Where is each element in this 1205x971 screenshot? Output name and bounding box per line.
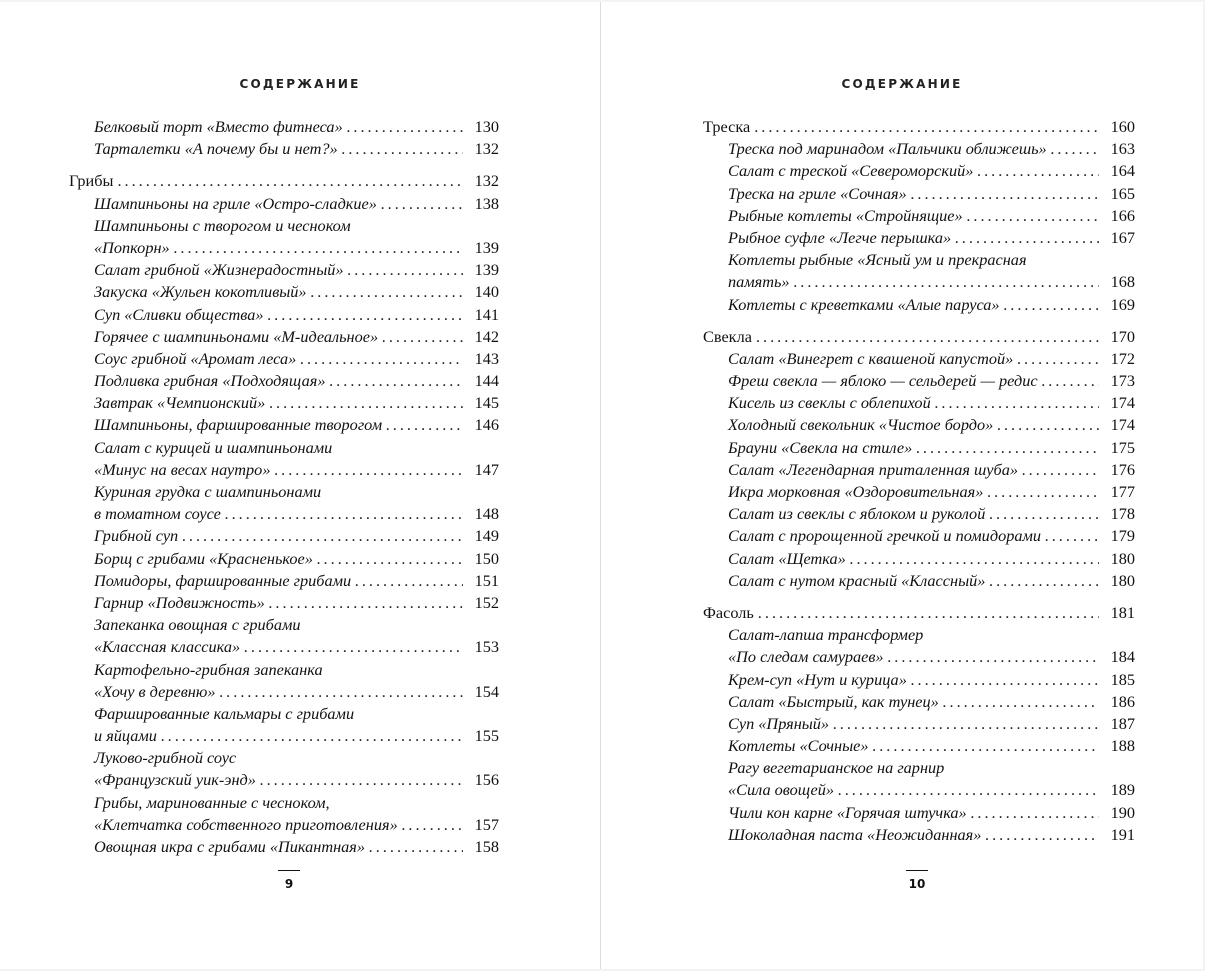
toc-entry-first-line: Рагу вегетарианское на гарнир — [728, 758, 945, 778]
toc-entry: Рыбное суфле «Легче перышка» ..... 167 — [703, 227, 1135, 249]
table-of-contents — [703, 116, 1135, 846]
toc-entry: Шампиньоны на гриле «Остро-сладкие» ..... 138 — [69, 193, 499, 215]
toc-entry: «Минус на весах наутро» ..... 147 — [69, 459, 499, 481]
toc-entry-first-line: Шампиньоны с творогом и чесноком — [94, 215, 351, 235]
toc-entry: Треска на гриле «Сочная» ..... 165 — [703, 183, 1135, 205]
toc-entry: Салат «Легендарная приталенная шуба» ..... 176 — [703, 459, 1135, 481]
toc-entry: Подливка грибная «Подходящая» ..... 144 — [69, 370, 499, 392]
toc-entry: Тарталетки «А почему бы и нет?» ..... 132 — [69, 138, 499, 160]
toc-entry: Фреш свекла — яблоко — сельдерей — редис ..... 173 — [703, 370, 1135, 392]
table-of-contents — [69, 116, 499, 858]
toc-category: Фасоль ..... 181 — [703, 602, 1135, 624]
page-number-rule — [278, 870, 300, 871]
toc-entry: и яйцами ..... 155 — [69, 725, 499, 747]
toc-entry: Завтрак «Чемпионский» ..... 145 — [69, 392, 499, 414]
toc-entry: «Клетчатка собственного приготовления» ..... 157 — [69, 814, 499, 836]
toc-entry-first-line: Фаршированные кальмары с грибами — [94, 703, 355, 723]
toc-entry: «По следам самураев» ..... 184 — [703, 646, 1135, 668]
toc-category: Грибы ..... 132 — [69, 170, 499, 192]
toc-entry-first-line: Котлеты рыбные «Ясный ум и прекрасная — [728, 250, 1027, 270]
toc-entry: Салат «Быстрый, как тунец» ..... 186 — [703, 691, 1135, 713]
toc-entry: Чили кон карне «Горячая штучка» ..... 190 — [703, 802, 1135, 824]
page-number: 9 — [0, 870, 589, 891]
toc-entry: Салат с нутом красный «Классный» ..... 180 — [703, 570, 1135, 592]
toc-entry: Шампиньоны, фаршированные творогом ..... 146 — [69, 414, 499, 436]
left-page — [0, 2, 600, 969]
toc-entry: Борщ с грибами «Красненькое» ..... 150 — [69, 548, 499, 570]
toc-entry: Соус грибной «Аромат леса» ..... 143 — [69, 348, 499, 370]
toc-entry: Суп «Сливки общества» ..... 141 — [69, 304, 499, 326]
page-number: 10 — [616, 870, 1205, 891]
toc-entry: Котлеты с креветками «Алые паруса» ..... 169 — [703, 294, 1135, 316]
toc-entry: Шоколадная паста «Неожиданная» ..... 191 — [703, 824, 1135, 846]
toc-entry: Белковый торт «Вместо фитнеса» ..... 130 — [69, 116, 499, 138]
toc-entry: Икра морковная «Оздоровительная» ..... 177 — [703, 481, 1135, 503]
toc-entry: Салат «Винегрет с квашеной капустой» ..... 172 — [703, 348, 1135, 370]
toc-entry: Рыбные котлеты «Стройнящие» ..... 166 — [703, 205, 1135, 227]
toc-entry-first-line: Луково-грибной соус — [94, 748, 237, 768]
toc-entry: Холодный свекольник «Чистое бордо» ..... 174 — [703, 414, 1135, 436]
toc-entry: Котлеты «Сочные» ..... 188 — [703, 735, 1135, 757]
toc-entry: память» ..... 168 — [703, 271, 1135, 293]
toc-entry: Треска под маринадом «Пальчики оближешь» ..... 163 — [703, 138, 1135, 160]
toc-category: Треска ..... 160 — [703, 116, 1135, 138]
toc-entry: Салат с пророщенной гречкой и помидорами ..... 179 — [703, 525, 1135, 547]
page-number-rule — [906, 870, 928, 871]
toc-entry: Гарнир «Подвижность» ..... 152 — [69, 592, 499, 614]
toc-entry: Салат с треской «Североморский» ..... 164 — [703, 160, 1135, 182]
toc-entry: Салат «Щетка» ..... 180 — [703, 548, 1135, 570]
toc-entry-first-line: Салат-лапша трансформер — [728, 625, 924, 645]
toc-entry: Грибной суп ..... 149 — [69, 525, 499, 547]
page-heading: СОДЕРЖАНИЕ — [841, 77, 963, 91]
toc-entry: Кисель из свеклы с облепихой ..... 174 — [703, 392, 1135, 414]
toc-entry: Салат из свеклы с яблоком и руколой ..... 178 — [703, 503, 1135, 525]
toc-entry: в томатном соусе ..... 148 — [69, 503, 499, 525]
toc-entry: «Французский уик-энд» ..... 156 — [69, 769, 499, 791]
toc-entry: Помидоры, фаршированные грибами ..... 151 — [69, 570, 499, 592]
toc-entry: «Классная классика» ..... 153 — [69, 636, 499, 658]
toc-entry: «Сила овощей» ..... 189 — [703, 779, 1135, 801]
toc-entry: Салат грибной «Жизнерадостный» ..... 139 — [69, 259, 499, 281]
toc-entry: «Попкорн» ..... 139 — [69, 237, 499, 259]
toc-entry-first-line: Салат с курицей и шампиньонами — [94, 437, 333, 457]
toc-entry: Овощная икра с грибами «Пикантная» ..... 158 — [69, 836, 499, 858]
toc-entry: Брауни «Свекла на стиле» ..... 175 — [703, 437, 1135, 459]
toc-entry-first-line: Картофельно-грибная запеканка — [94, 659, 323, 679]
toc-entry-first-line: Куриная грудка с шампиньонами — [94, 482, 322, 501]
toc-entry-first-line: Грибы, маринованные с чесноком, — [94, 792, 330, 812]
page-heading: СОДЕРЖАНИЕ — [239, 77, 361, 91]
toc-entry-first-line: Запеканка овощная с грибами — [94, 615, 301, 635]
right-page — [601, 2, 1203, 969]
toc-entry: Крем-суп «Нут и курица» ..... 185 — [703, 669, 1135, 691]
toc-entry: Закуска «Жульен кокотливый» ..... 140 — [69, 281, 499, 303]
toc-category: Свекла ..... 170 — [703, 326, 1135, 348]
toc-entry: Горячее с шампиньонами «М-идеальное» ..... 142 — [69, 326, 499, 348]
toc-entry: «Хочу в деревню» ..... 154 — [69, 681, 499, 703]
toc-entry: Суп «Пряный» ..... 187 — [703, 713, 1135, 735]
